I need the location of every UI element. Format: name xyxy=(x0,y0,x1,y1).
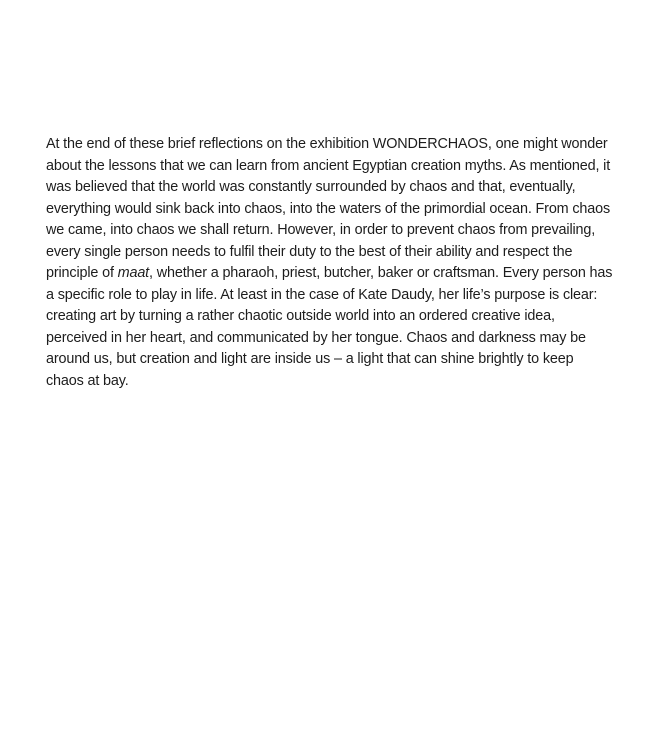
paragraph-text-start: At the end of these brief reflections on the exhibition WONDERCHAOS, one might wonder about the lessons that we can learn from ancient Egyptian creation myths. As mentioned, it was believed that the world was constantly surrounded by chaos and that, eventually, everything would sink back into chaos, into the waters of the primordial ocean. From chaos we came, into chaos we shall return. However, in order to prevent chaos from prevailing, every single person needs to fulfil their duty to the best of their ability and respect the principle of xyxy=(46,136,611,281)
body-paragraph xyxy=(46,134,614,392)
paragraph-text-end: , whether a pharaoh, priest, butcher, baker or craftsman. Every person has a specific role to play in life. At least in the case of Kate Daudy, her life’s purpose is clear: creating art by turning a rather chaotic outside world into an ordered creative idea, perceived in her heart, and communicated by her tongue. Chaos and darkness may be around us, but creation and light are inside us – a light that can shine brightly to keep chaos at bay. xyxy=(46,265,613,389)
emphasized-term: maat xyxy=(117,265,150,281)
